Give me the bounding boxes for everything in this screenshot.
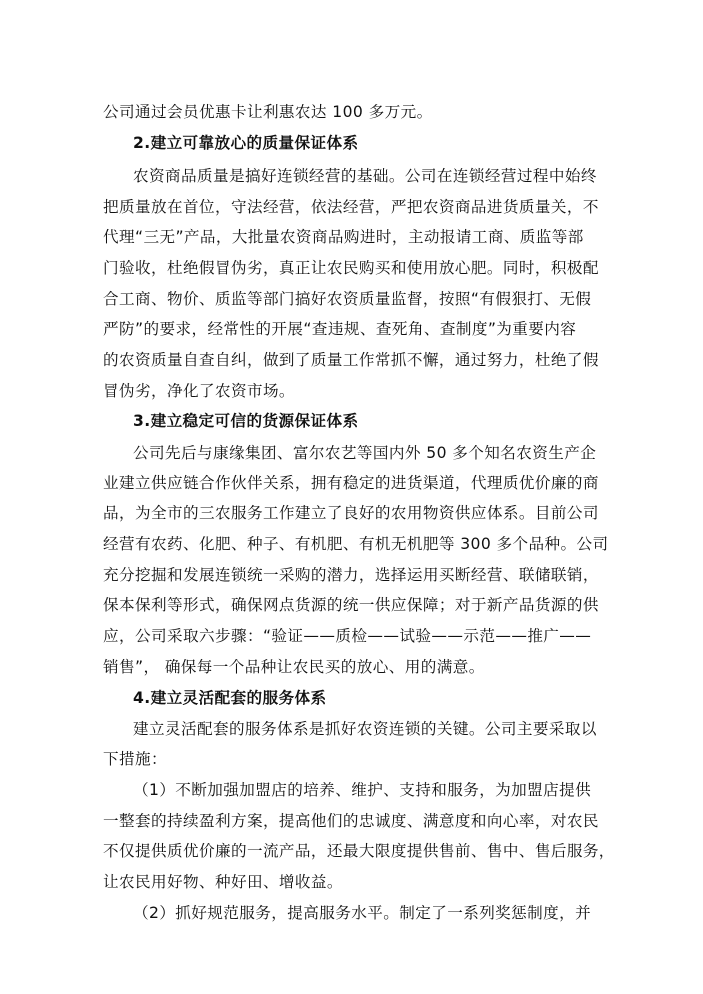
- paragraph-line: 农资商品质量是搞好连锁经营的基础。公司在连锁经营过程中始终: [133, 167, 597, 185]
- paragraph-line: （1）不断加强加盟店的培养、维护、支持和服务，为加盟店提供: [133, 781, 592, 799]
- paragraph-line: 保本保利等形式，确保网点货源的统一供应保障；对于新产品货源的供: [103, 596, 599, 614]
- paragraph-line: （2）抓好规范服务，提高服务水平。制定了一系列奖惩制度，并: [133, 904, 592, 922]
- paragraph-line: 把质量放在首位，守法经营，依法经营，严把农资商品进货质量关，不: [103, 198, 599, 216]
- paragraph-line: 门验收，杜绝假冒伪劣，真正让农民购买和使用放心肥。同时，积极配: [103, 259, 599, 277]
- section-heading: 2.建立可靠放心的质量保证体系: [133, 134, 359, 152]
- section-heading: 4.建立灵活配套的服务体系: [133, 689, 327, 707]
- paragraph-line: 品，为全市的三农服务工作建立了良好的农用物资供应体系。目前公司: [103, 504, 599, 522]
- paragraph-line: 充分挖掘和发展连锁统一采购的潜力，选择运用买断经营、联储联销，: [103, 566, 599, 584]
- paragraph-line: 经营有农药、化肥、种子、有机肥、有机无机肥等 300 多个品种。公司: [103, 535, 609, 553]
- paragraph-line: 合工商、物价、质监等部门搞好农资质量监督，按照“有假狠打、无假: [103, 290, 592, 308]
- paragraph-line: 不仅提供质优价廉的一流产品，还最大限度提供售前、售中、售后服务，: [103, 842, 615, 860]
- paragraph-line: 严防”的要求，经常性的开展“查违规、查死角、查制度”为重要内容: [103, 320, 577, 338]
- section-heading: 3.建立稳定可信的货源保证体系: [133, 412, 359, 430]
- paragraph-line: 应，公司采取六步骤：“验证——质检——试验——示范——推广——: [103, 627, 592, 645]
- paragraph-line: 让农民用好物、种好田、增收益。: [103, 873, 343, 891]
- paragraph-line: 一整套的持续盈利方案，提高他们的忠诚度、满意度和向心率，对农民: [103, 812, 599, 830]
- paragraph-line: 的农资质量自查自纠，做到了质量工作常抓不懈，通过努力，杜绝了假: [103, 351, 599, 369]
- paragraph-line: 代理“三无”产品，大批量农资商品购进时，主动报请工商、质监等部: [103, 228, 584, 246]
- paragraph-line: 建立灵活配套的服务体系是抓好农资连锁的关键。公司主要采取以: [133, 720, 597, 738]
- paragraph-line: 下措施：: [103, 750, 167, 768]
- paragraph-line: 业建立供应链合作伙伴关系，拥有稳定的进货渠道，代理质优价廉的商: [103, 474, 599, 492]
- paragraph-line: 公司先后与康缘集团、富尔农艺等国内外 50 多个知名农资生产企: [133, 444, 597, 462]
- paragraph-line: 冒伪劣，净化了农资市场。: [103, 382, 295, 400]
- paragraph-line: 销售”， 确保每一个品种让农民买的放心、用的满意。: [103, 658, 485, 676]
- paragraph-line: 公司通过会员优惠卡让利惠农达 100 多万元。: [103, 103, 433, 121]
